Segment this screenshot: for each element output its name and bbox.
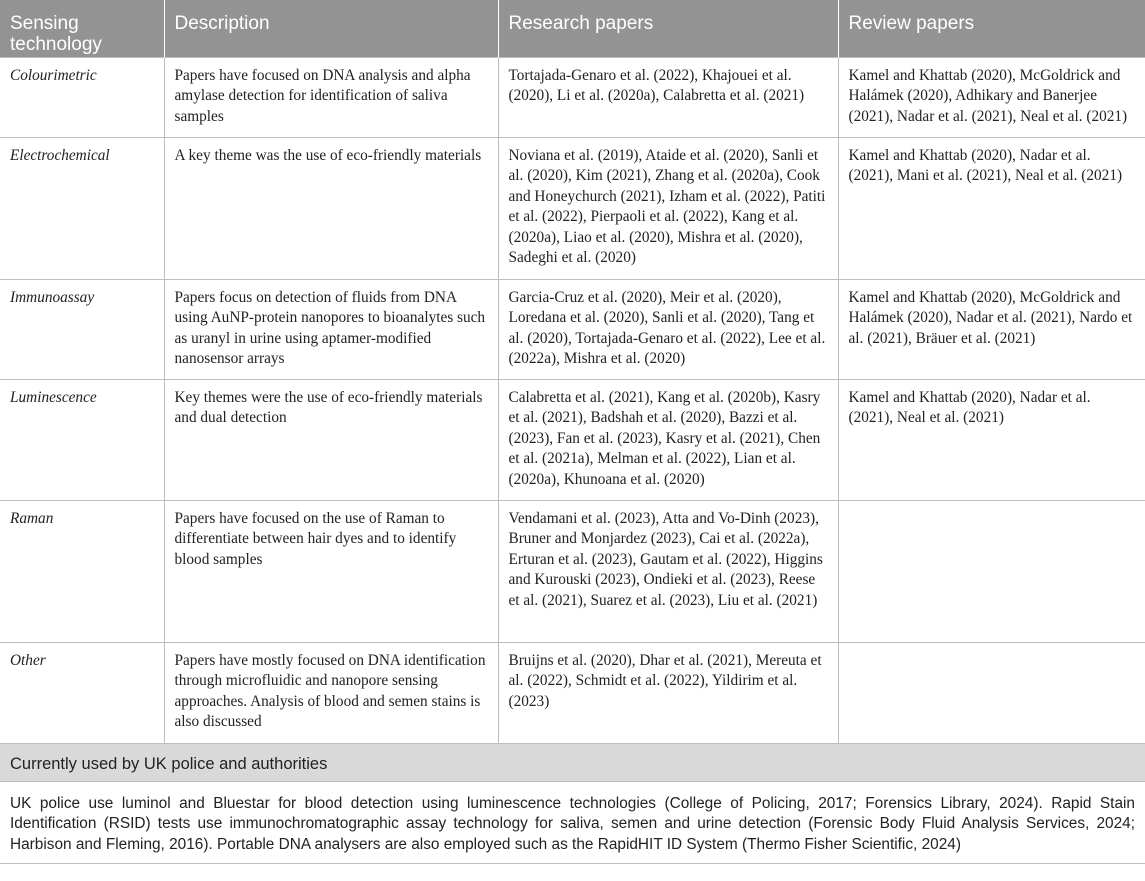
- description-cell: Papers have mostly focused on DNA identification through microfluidic and nanopore sensing approaches. Analysis of blood and semen stains is also discussed: [164, 642, 498, 743]
- header-description: Description: [164, 0, 498, 57]
- review-papers-cell: Kamel and Khattab (2020), McGoldrick and Halámek (2020), Adhikary and Banerjee (2021), Nadar et al. (2021), Neal et al. (2021): [838, 57, 1145, 137]
- research-papers-cell: Noviana et al. (2019), Ataide et al. (2020), Sanli et al. (2020), Kim (2021), Zhang et al. (2020a), Cook and Honeychurch (2021), Izham et al. (2022), Patiti et al. (2022), Pierpaoli et al. (2022), Kang et al. (2020a), Liao et al. (2020), Mishra et al. (2020), Sadeghi et al. (2020): [498, 137, 838, 279]
- header-review-papers: Review papers: [838, 0, 1145, 57]
- review-papers-cell: Kamel and Khattab (2020), McGoldrick and Halámek (2020), Nadar et al. (2021), Nardo et al. (2021), Bräuer et al. (2021): [838, 279, 1145, 379]
- description-cell: Papers focus on detection of fluids from DNA using AuNP-protein nanopores to bioanalytes such as uranyl in urine using aptamer-modified nanosensor arrays: [164, 279, 498, 379]
- description-cell: A key theme was the use of eco-friendly materials: [164, 137, 498, 279]
- review-papers-cell: Kamel and Khattab (2020), Nadar et al. (2021), Mani et al. (2021), Neal et al. (2021): [838, 137, 1145, 279]
- technology-cell: Colourimetric: [0, 57, 164, 137]
- police-section-body-row: [0, 781, 1145, 863]
- research-papers-cell: Calabretta et al. (2021), Kang et al. (2020b), Kasry et al. (2021), Badshah et al. (2020), Bazzi et al. (2023), Fan et al. (2023), Kasry et al. (2021), Chen et al. (2021a), Melman et al. (2022), Lian et al. (2020a), Khunoana et al. (2020): [498, 379, 838, 500]
- header-sensing-technology: Sensing technology: [0, 0, 164, 57]
- description-cell: Key themes were the use of eco-friendly materials and dual detection: [164, 379, 498, 500]
- table-row: [0, 500, 1145, 642]
- review-papers-cell: [838, 642, 1145, 743]
- table-row: [0, 137, 1145, 279]
- technology-cell: Luminescence: [0, 379, 164, 500]
- technology-cell: Immunoassay: [0, 279, 164, 379]
- research-papers-cell: Bruijns et al. (2020), Dhar et al. (2021), Mereuta et al. (2022), Schmidt et al. (2022), Yildirim et al. (2023): [498, 642, 838, 743]
- description-cell: Papers have focused on the use of Raman to differentiate between hair dyes and to identify blood samples: [164, 500, 498, 642]
- table-row: [0, 279, 1145, 379]
- research-papers-cell: Vendamani et al. (2023), Atta and Vo-Dinh (2023), Bruner and Monjardez (2023), Cai et al. (2022a), Erturan et al. (2023), Gautam et al. (2022), Higgins and Kurouski (2023), Ondieki et al. (2023), Reese et al. (2021), Suarez et al. (2023), Liu et al. (2021): [498, 500, 838, 642]
- research-papers-cell: Tortajada-Genaro et al. (2022), Khajouei et al. (2020), Li et al. (2020a), Calabretta et al. (2021): [498, 57, 838, 137]
- header-research-papers: Research papers: [498, 0, 838, 57]
- description-cell: Papers have focused on DNA analysis and alpha amylase detection for identification of saliva samples: [164, 57, 498, 137]
- review-papers-cell: [838, 500, 1145, 642]
- technology-cell: Raman: [0, 500, 164, 642]
- table-row: [0, 379, 1145, 500]
- research-papers-cell: Garcia-Cruz et al. (2020), Meir et al. (2020), Loredana et al. (2020), Sanli et al. (2020), Tang et al. (2020), Tortajada-Genaro et al. (2022), Lee et al. (2022a), Mishra et al. (2020): [498, 279, 838, 379]
- table-header-row: [0, 0, 1145, 57]
- table-row: [0, 642, 1145, 743]
- police-section-text: UK police use luminol and Bluestar for blood detection using luminescence technologies (College of Policing, 2017; Forensics Library, 2024). Rapid Stain Identification (RSID) tests use immunochromatographic assay technology for saliva, semen and urine detection (Forensic Body Fluid Analysis Services, 2024; Harbison and Fleming, 2016). Portable DNA analysers are also employed such as the RapidHIT ID System (Thermo Fisher Scientific, 2024): [0, 781, 1145, 863]
- technology-cell: Electrochemical: [0, 137, 164, 279]
- police-section-heading-row: [0, 743, 1145, 781]
- table-row: [0, 57, 1145, 137]
- police-section-heading: Currently used by UK police and authorities: [0, 743, 1145, 781]
- technology-cell: Other: [0, 642, 164, 743]
- review-papers-cell: Kamel and Khattab (2020), Nadar et al. (2021), Neal et al. (2021): [838, 379, 1145, 500]
